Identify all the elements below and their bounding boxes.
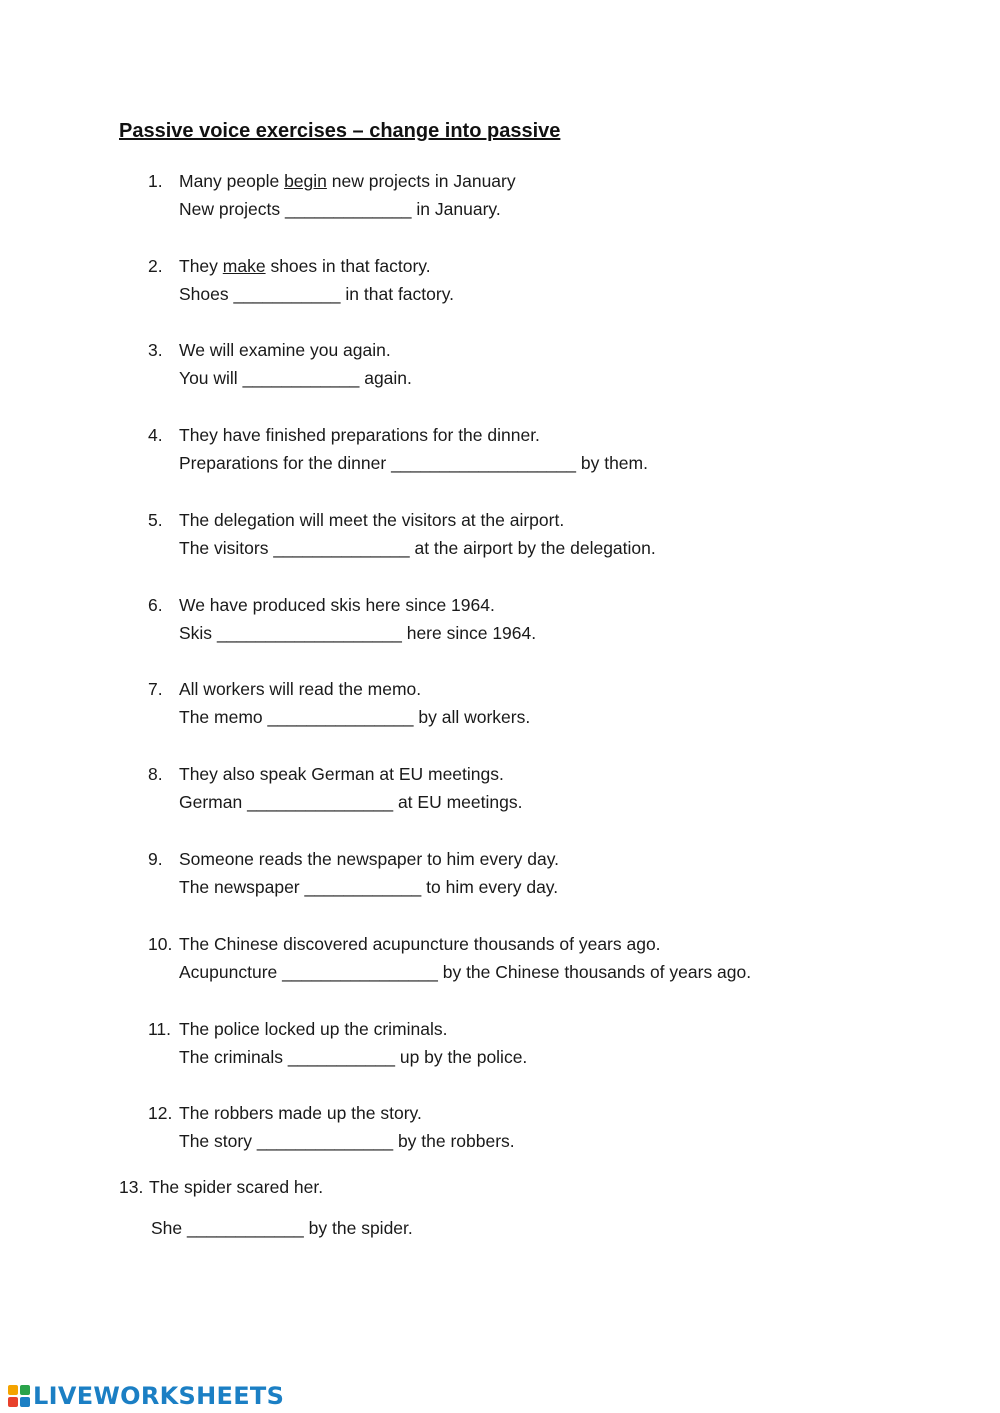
exercise-answer-line <box>148 364 412 392</box>
exercise-answer-line <box>148 449 648 477</box>
exercise-question <box>148 1015 527 1043</box>
answer-blank[interactable]: _______________ <box>267 707 414 727</box>
answer-suffix: to him every day. <box>421 877 559 897</box>
exercise-answer-line <box>148 1043 527 1071</box>
underlined-verb: begin <box>284 171 327 191</box>
answer-suffix: at the airport by the delegation. <box>409 538 656 558</box>
worksheet-title: Passive voice exercises – change into passive <box>119 120 561 142</box>
item-number: 4. <box>148 425 163 445</box>
exercise-question <box>148 421 648 449</box>
question-text: We have produced skis here since 1964. <box>179 595 495 615</box>
exercise-answer-line <box>148 1127 515 1155</box>
answer-suffix: at EU meetings. <box>393 792 523 812</box>
exercise-item-10 <box>148 930 751 986</box>
exercise-item-1 <box>148 167 516 223</box>
question-text: The robbers made up the story. <box>179 1103 422 1123</box>
exercise-item-3 <box>148 336 412 392</box>
exercise-item-7 <box>148 675 530 731</box>
exercise-question <box>148 506 656 534</box>
question-text: Many people <box>179 171 285 191</box>
exercise-question <box>148 760 522 788</box>
item-number: 12. <box>148 1103 173 1123</box>
answer-suffix: here since 1964. <box>401 623 537 643</box>
answer-suffix: by the spider. <box>303 1218 413 1238</box>
item-number: 11. <box>148 1019 172 1039</box>
exercise-item-12 <box>148 1099 515 1155</box>
answer-suffix: up by the police. <box>394 1047 528 1067</box>
item-number: 10. <box>148 934 173 954</box>
exercise-item-9 <box>148 845 559 901</box>
question-text: Someone reads the newspaper to him every day. <box>179 849 560 869</box>
answer-prefix: The newspaper <box>179 877 305 897</box>
answer-blank[interactable]: ____________ <box>304 877 422 897</box>
answer-prefix: She <box>151 1218 187 1238</box>
answer-prefix: German <box>179 792 248 812</box>
answer-suffix: by the robbers. <box>393 1131 515 1151</box>
underlined-verb: make <box>222 256 266 276</box>
item-number: 9. <box>148 849 163 869</box>
exercise-item-2 <box>148 252 454 308</box>
exercise-answer-line <box>148 703 530 731</box>
answer-suffix: in that factory. <box>340 284 455 304</box>
exercise-question <box>148 1099 515 1127</box>
item-number: 5. <box>148 510 163 530</box>
item-number: 13. <box>119 1177 144 1197</box>
answer-suffix: by all workers. <box>413 707 531 727</box>
answer-blank[interactable]: _____________ <box>285 199 412 219</box>
exercise-answer-line <box>148 280 454 308</box>
answer-blank[interactable]: ____________ <box>242 368 360 388</box>
answer-prefix: The criminals <box>179 1047 288 1067</box>
exercise-answer-line <box>148 195 516 223</box>
answer-prefix: The visitors <box>179 538 274 558</box>
question-text: The police locked up the criminals. <box>179 1019 448 1039</box>
liveworksheets-logo-text: LIVEWORKSHEETS <box>33 1382 285 1410</box>
answer-suffix: in January. <box>411 199 501 219</box>
exercise-item-5 <box>148 506 656 562</box>
answer-prefix: The story <box>179 1131 257 1151</box>
question-text-rest: shoes in that factory. <box>265 256 431 276</box>
answer-prefix: The memo <box>179 707 268 727</box>
answer-blank[interactable]: ______________ <box>256 1131 394 1151</box>
exercise-answer-line <box>119 1214 413 1242</box>
item-number: 7. <box>148 679 163 699</box>
exercise-question <box>119 1173 413 1201</box>
exercise-item-11 <box>148 1015 527 1071</box>
answer-suffix: by the Chinese thousands of years ago. <box>437 962 752 982</box>
answer-prefix: New projects <box>179 199 286 219</box>
logo-mark-d <box>20 1397 30 1407</box>
liveworksheets-logo-icon <box>8 1385 30 1407</box>
item-number: 2. <box>148 256 163 276</box>
exercise-question <box>148 675 530 703</box>
exercise-question <box>148 591 536 619</box>
answer-prefix: Acupuncture <box>179 962 283 982</box>
answer-blank[interactable]: ______________ <box>273 538 410 558</box>
exercise-question <box>148 930 751 958</box>
logo-mark-a <box>8 1385 18 1395</box>
question-text: They also speak German at EU meetings. <box>179 764 504 784</box>
exercise-item-13 <box>119 1173 413 1242</box>
question-text: We will examine you again. <box>179 340 391 360</box>
answer-blank[interactable]: ____________ <box>187 1218 304 1238</box>
exercise-answer-line <box>148 958 751 986</box>
item-number: 8. <box>148 764 163 784</box>
exercise-answer-line <box>148 788 522 816</box>
answer-suffix: again. <box>359 368 412 388</box>
question-text: All workers will read the memo. <box>179 679 422 699</box>
answer-blank[interactable]: ________________ <box>282 962 438 982</box>
answer-blank[interactable]: ___________ <box>233 284 341 304</box>
exercise-question <box>148 252 454 280</box>
question-text: The Chinese discovered acupuncture thousands of years ago. <box>179 934 661 954</box>
logo-mark-c <box>8 1397 18 1407</box>
answer-suffix: by them. <box>576 453 648 473</box>
item-number: 6. <box>148 595 163 615</box>
logo-mark-b <box>20 1385 30 1395</box>
question-text-rest: new projects in January <box>326 171 516 191</box>
question-text: The spider scared her. <box>149 1177 324 1197</box>
answer-prefix: Preparations for the dinner <box>179 453 392 473</box>
answer-prefix: Shoes <box>179 284 234 304</box>
exercise-answer-line <box>148 873 559 901</box>
answer-blank[interactable]: _______________ <box>247 792 394 812</box>
answer-prefix: You will <box>179 368 243 388</box>
exercise-item-6 <box>148 591 536 647</box>
answer-blank[interactable]: ___________________ <box>216 623 402 643</box>
question-text: They have finished preparations for the dinner. <box>179 425 540 445</box>
exercise-answer-line <box>148 619 536 647</box>
item-number: 1. <box>148 171 163 191</box>
answer-blank[interactable]: ___________ <box>287 1047 395 1067</box>
question-text: They <box>179 256 223 276</box>
exercise-question <box>148 845 559 873</box>
question-text: The delegation will meet the visitors at the airport. <box>179 510 565 530</box>
answer-blank[interactable]: ___________________ <box>391 453 576 473</box>
answer-prefix: Skis <box>179 623 217 643</box>
liveworksheets-logo[interactable] <box>8 1380 284 1412</box>
exercise-item-8 <box>148 760 522 816</box>
item-number: 3. <box>148 340 163 360</box>
exercise-answer-line <box>148 534 656 562</box>
exercise-question <box>148 336 412 364</box>
exercise-question <box>148 167 516 195</box>
exercise-item-4 <box>148 421 648 477</box>
